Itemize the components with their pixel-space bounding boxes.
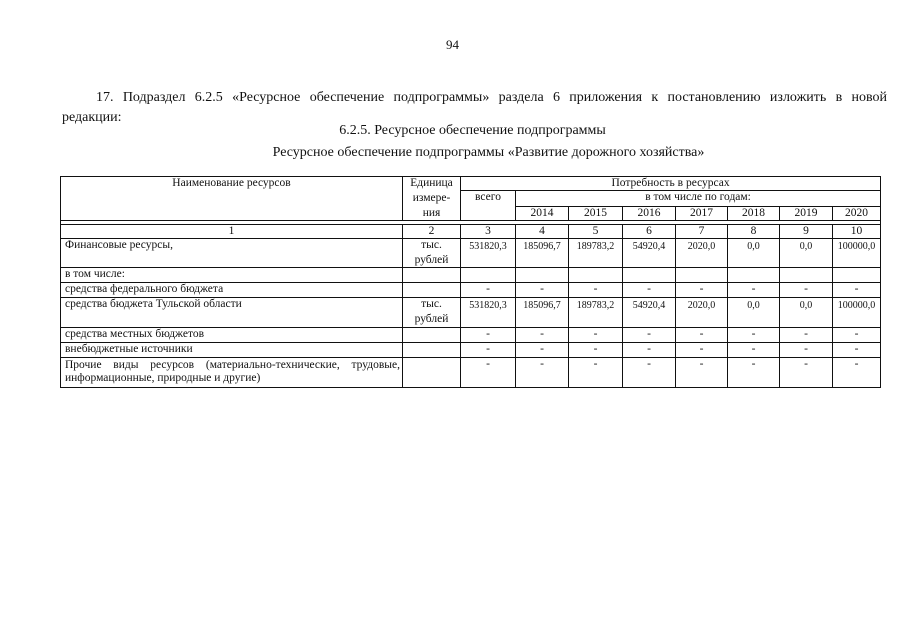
empty-cell (403, 328, 461, 343)
cell-value: - (676, 283, 728, 298)
cell-value: - (569, 343, 623, 358)
col-number: 3 (461, 225, 516, 239)
cell-value: 0,0 (728, 298, 780, 328)
header-need: Потребность в ресурсах (461, 177, 881, 191)
table-row (61, 239, 881, 268)
cell-value: 531820,3 (461, 239, 516, 268)
row-name-offbudget: внебюджетные источники (61, 343, 403, 358)
cell-value: - (516, 328, 569, 343)
amendment-paragraph (62, 88, 887, 128)
row-name-financial: Финансовые ресурсы, (61, 239, 403, 268)
header-by-years: в том числе по годам: (516, 191, 881, 207)
col-number: 9 (780, 225, 833, 239)
col-number: 7 (676, 225, 728, 239)
cell-value: - (461, 328, 516, 343)
cell-value: - (728, 343, 780, 358)
header-year-2015: 2015 (569, 207, 623, 221)
paragraph-line-1: 17. Подраздел 6.2.5 «Ресурсное обеспечение подпрограммы» раздела 6 приложения к постановлению изложить в новой (96, 90, 887, 105)
cell-value: - (728, 358, 780, 388)
cell-value: 531820,3 (461, 298, 516, 328)
cell-value: - (623, 343, 676, 358)
cell-value: - (833, 283, 881, 298)
row-name-tula: средства бюджета Тульской области (61, 298, 403, 328)
row-unit-financial (403, 239, 461, 268)
header-unit (403, 177, 461, 221)
cell-value: - (728, 328, 780, 343)
header-year-2014: 2014 (516, 207, 569, 221)
cell-value: 0,0 (780, 298, 833, 328)
cell-value: 54920,4 (623, 239, 676, 268)
row-name-other: Прочие виды ресурсов (материально-технические, трудовые, информационные, природные и другие) (61, 358, 403, 388)
cell-value: - (569, 358, 623, 388)
cell-value: - (780, 283, 833, 298)
cell-value: 189783,2 (569, 239, 623, 268)
cell-value: - (728, 283, 780, 298)
cell-value: 185096,7 (516, 298, 569, 328)
header-year-2016: 2016 (623, 207, 676, 221)
col-number: 5 (569, 225, 623, 239)
page-number: 94 (446, 37, 459, 52)
header-total: всего (461, 191, 516, 221)
header-year-2018: 2018 (728, 207, 780, 221)
cell-value: - (461, 283, 516, 298)
header-year-2019: 2019 (780, 207, 833, 221)
cell-value: - (461, 358, 516, 388)
col-number: 10 (833, 225, 881, 239)
col-number: 4 (516, 225, 569, 239)
cell-value: - (516, 283, 569, 298)
header-year-2020: 2020 (833, 207, 881, 221)
empty-cell (833, 268, 881, 283)
cell-value: 2020,0 (676, 298, 728, 328)
cell-value: - (676, 358, 728, 388)
header-unit-line-2: измере- (412, 192, 451, 204)
table-row (61, 358, 881, 388)
col-number: 6 (623, 225, 676, 239)
table-title: Ресурсное обеспечение подпрограммы «Развитие дорожного хозяйства» (272, 145, 705, 160)
cell-value: - (833, 328, 881, 343)
unit-line-1: тыс. (421, 239, 442, 251)
cell-value: - (516, 343, 569, 358)
cell-value: - (516, 358, 569, 388)
empty-cell (623, 268, 676, 283)
unit-line-2: рублей (414, 313, 449, 325)
cell-value: - (833, 358, 881, 388)
cell-value: 0,0 (780, 239, 833, 268)
cell-value: - (676, 343, 728, 358)
cell-value: - (623, 283, 676, 298)
row-name-including: в том числе: (61, 268, 403, 283)
cell-value: - (623, 358, 676, 388)
header-name: Наименование ресурсов (61, 177, 403, 221)
empty-cell (569, 268, 623, 283)
cell-value: 185096,7 (516, 239, 569, 268)
cell-value: - (569, 328, 623, 343)
paragraph-line-2: редакции: (62, 110, 122, 125)
empty-cell (676, 268, 728, 283)
cell-value: - (623, 328, 676, 343)
col-number: 2 (403, 225, 461, 239)
empty-cell (403, 283, 461, 298)
cell-value: - (780, 328, 833, 343)
cell-value: - (833, 343, 881, 358)
cell-value: - (461, 343, 516, 358)
cell-value: - (676, 328, 728, 343)
unit-line-2: рублей (414, 254, 449, 266)
col-number: 8 (728, 225, 780, 239)
table-row (61, 328, 881, 343)
cell-value: 0,0 (728, 239, 780, 268)
header-year-2017: 2017 (676, 207, 728, 221)
empty-cell (728, 268, 780, 283)
cell-value: - (780, 343, 833, 358)
empty-cell (403, 268, 461, 283)
col-number: 1 (61, 225, 403, 239)
table-row (61, 283, 881, 298)
section-title: 6.2.5. Ресурсное обеспечение подпрограммы (339, 123, 606, 138)
header-unit-line-1: Единица (410, 177, 453, 189)
cell-value: - (780, 358, 833, 388)
table-row (61, 268, 881, 283)
row-name-federal: средства федерального бюджета (61, 283, 403, 298)
table-row (61, 298, 881, 328)
cell-value: 100000,0 (833, 298, 881, 328)
unit-line-1: тыс. (421, 298, 442, 310)
cell-value: 189783,2 (569, 298, 623, 328)
row-name-local: средства местных бюджетов (61, 328, 403, 343)
cell-value: 2020,0 (676, 239, 728, 268)
table-row (61, 343, 881, 358)
empty-cell (461, 268, 516, 283)
cell-value: 54920,4 (623, 298, 676, 328)
header-unit-line-3: ния (422, 207, 441, 219)
empty-cell (780, 268, 833, 283)
empty-cell (516, 268, 569, 283)
empty-cell (403, 358, 461, 388)
empty-cell (403, 343, 461, 358)
cell-value: - (569, 283, 623, 298)
row-unit-tula (403, 298, 461, 328)
resources-table (60, 176, 881, 388)
cell-value: 100000,0 (833, 239, 881, 268)
